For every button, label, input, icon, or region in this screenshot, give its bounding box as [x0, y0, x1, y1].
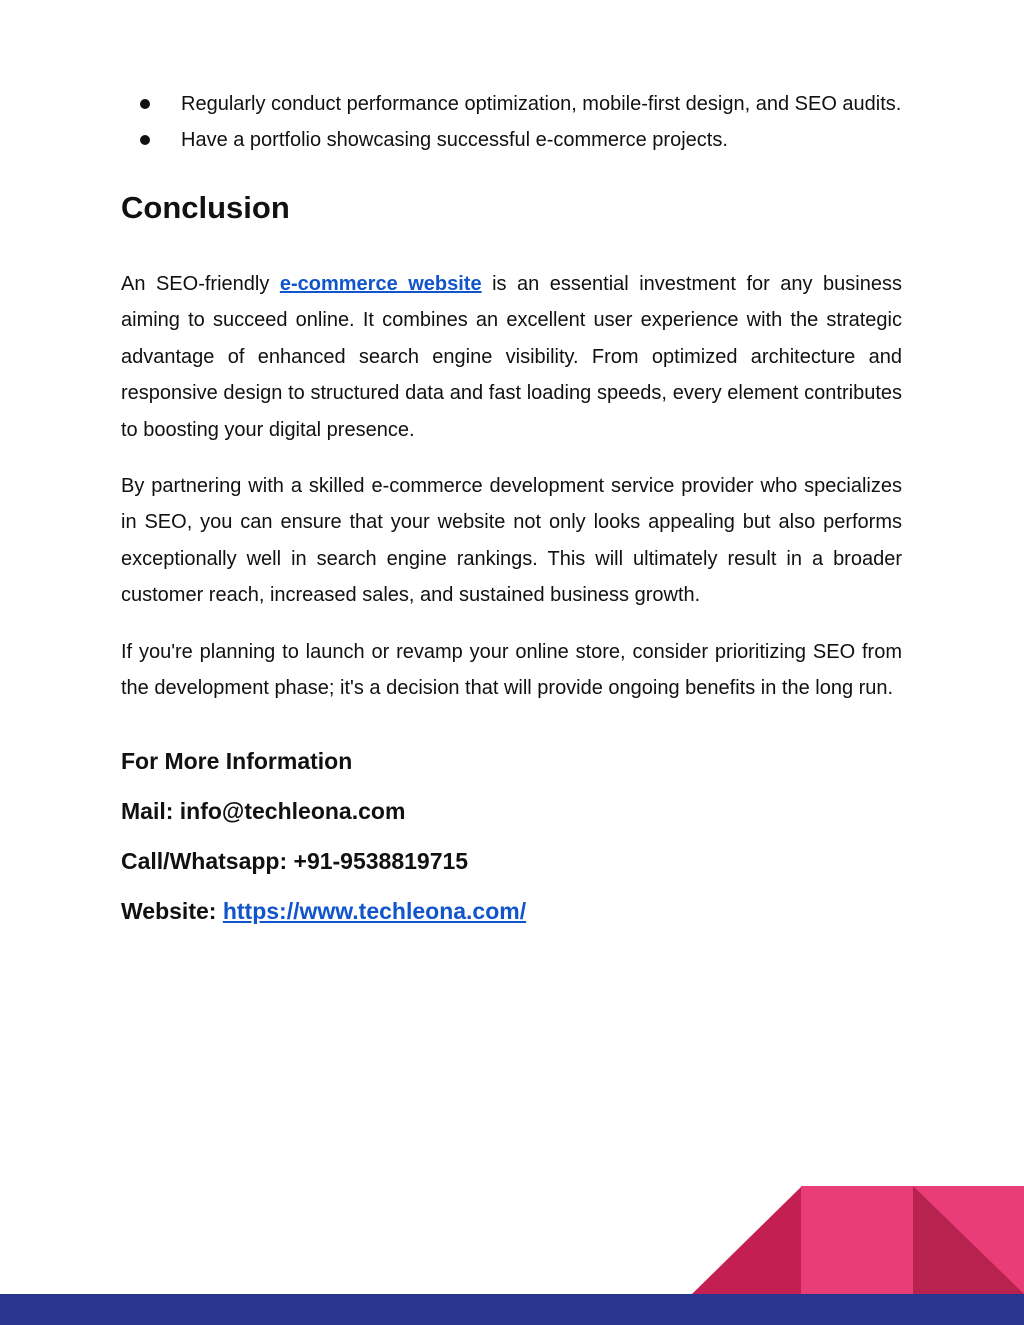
- conclusion-paragraph-2: By partnering with a skilled e-commerce development service provider who specializes in SEO, you can ensure that your website not only looks appealing but also performs exceptionally well in search engine rankings. This will ultimately result in a broader customer reach, increased sales, and sustained business growth.: [121, 475, 902, 607]
- bullet-icon: [140, 99, 150, 109]
- footer-band: [0, 1294, 1024, 1325]
- bullet-text: Regularly conduct performance optimization, mobile-first design, and SEO audits.: [181, 93, 902, 115]
- conclusion-paragraph-1: [121, 266, 902, 448]
- contact-website: [121, 896, 902, 926]
- contact-mail: Mail: info@techleona.com: [121, 798, 406, 825]
- bullet-text: Have a portfolio showcasing successful e-commerce projects.: [181, 129, 728, 151]
- bullet-list: [121, 86, 902, 158]
- ecommerce-website-link[interactable]: e-commerce website: [279, 273, 482, 295]
- website-link[interactable]: https://www.techleona.com/: [222, 898, 527, 925]
- contact-phone: Call/Whatsapp: +91-9538819715: [121, 848, 469, 875]
- more-info-title: For More Information: [121, 748, 353, 775]
- crimson-triangle-shape: [692, 1186, 802, 1294]
- document-body: [121, 86, 902, 926]
- paragraph-text: is an essential investment for any business aiming to succeed online. It combines an excellent user experience with the strategic advantage of enhanced search engine visibility. From optimized architecture and responsive design to structured data and fast loading speeds, every element contributes to boosting your digital presence.: [121, 273, 902, 441]
- paragraph-text: An SEO-friendly: [121, 273, 280, 295]
- dark-fold-shape: [913, 1186, 1024, 1294]
- bullet-icon: [140, 135, 150, 145]
- website-label: Website:: [121, 898, 223, 925]
- conclusion-paragraph-3: If you're planning to launch or revamp your online store, consider prioritizing SEO from the development phase; it's a decision that will provide ongoing benefits in the long run.: [121, 640, 902, 700]
- list-item: [121, 122, 902, 158]
- list-item: [121, 86, 902, 122]
- pink-block-shape: [801, 1186, 1024, 1294]
- section-heading-conclusion: Conclusion: [121, 190, 290, 225]
